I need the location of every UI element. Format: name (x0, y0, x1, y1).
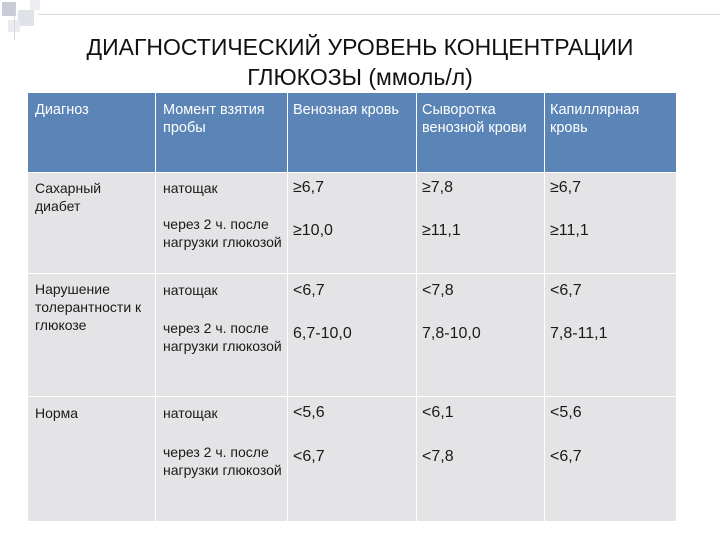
value-cell: ≥11,1 (422, 222, 461, 239)
column-divider (155, 93, 156, 521)
value-cell: <6,7 (550, 448, 582, 465)
row-divider (28, 273, 676, 274)
header-diagnosis: Диагноз (35, 102, 89, 118)
row-diagnosis-diabetes: Сахарный диабет (35, 180, 102, 214)
moment-cell: натощак (163, 282, 218, 298)
value-cell: <5,6 (293, 404, 325, 421)
value-cell: ≥11,1 (550, 222, 589, 239)
value-cell: 6,7-10,0 (293, 325, 352, 342)
header-venous: Венозная кровь (293, 102, 399, 118)
header-serum: Сыворотка венозной крови (422, 102, 527, 136)
column-divider (287, 93, 288, 521)
value-cell: <6,7 (293, 448, 325, 465)
decor-square (30, 0, 40, 10)
moment-cell: через 2 ч. после нагрузки глюкозой (163, 444, 282, 478)
moment-cell: через 2 ч. после нагрузки глюкозой (163, 216, 282, 250)
value-cell: <6,7 (293, 282, 325, 299)
row-diagnosis-impaired-tolerance: Нарушение толерантности к глюкозе (35, 281, 142, 333)
moment-cell: натощак (163, 405, 218, 421)
column-divider (544, 93, 545, 521)
decor-line (14, 10, 15, 40)
value-cell: ≥6,7 (550, 179, 582, 196)
slide-title (40, 32, 680, 92)
row-divider (28, 172, 676, 173)
value-cell: <5,6 (550, 404, 582, 421)
row-divider (28, 396, 676, 397)
value-cell: ≥10,0 (293, 222, 333, 239)
value-cell: 7,8-11,1 (550, 325, 608, 342)
glucose-table (28, 93, 676, 521)
slide-title-line2: ГЛЮКОЗЫ (ммоль/л) (247, 64, 473, 90)
row-diagnosis-norm: Норма (35, 405, 79, 421)
moment-cell: через 2 ч. после нагрузки глюкозой (163, 320, 282, 354)
header-capillary: Капиллярная кровь (550, 102, 640, 136)
value-cell: ≥7,8 (422, 179, 454, 196)
column-divider (416, 93, 417, 521)
value-cell: <7,8 (422, 448, 454, 465)
value-cell: <6,1 (422, 404, 454, 421)
value-cell: <7,8 (422, 282, 454, 299)
value-cell: ≥6,7 (293, 179, 325, 196)
moment-cell: натощак (163, 180, 218, 196)
value-cell: 7,8-10,0 (422, 325, 481, 342)
header-moment: Момент взятия пробы (163, 102, 265, 136)
value-cell: <6,7 (550, 282, 582, 299)
slide-title-line1: ДИАГНОСТИЧЕСКИЙ УРОВЕНЬ КОНЦЕНТРАЦИИ (86, 34, 634, 60)
decor-top-line (38, 14, 720, 15)
decor-square (18, 10, 34, 26)
